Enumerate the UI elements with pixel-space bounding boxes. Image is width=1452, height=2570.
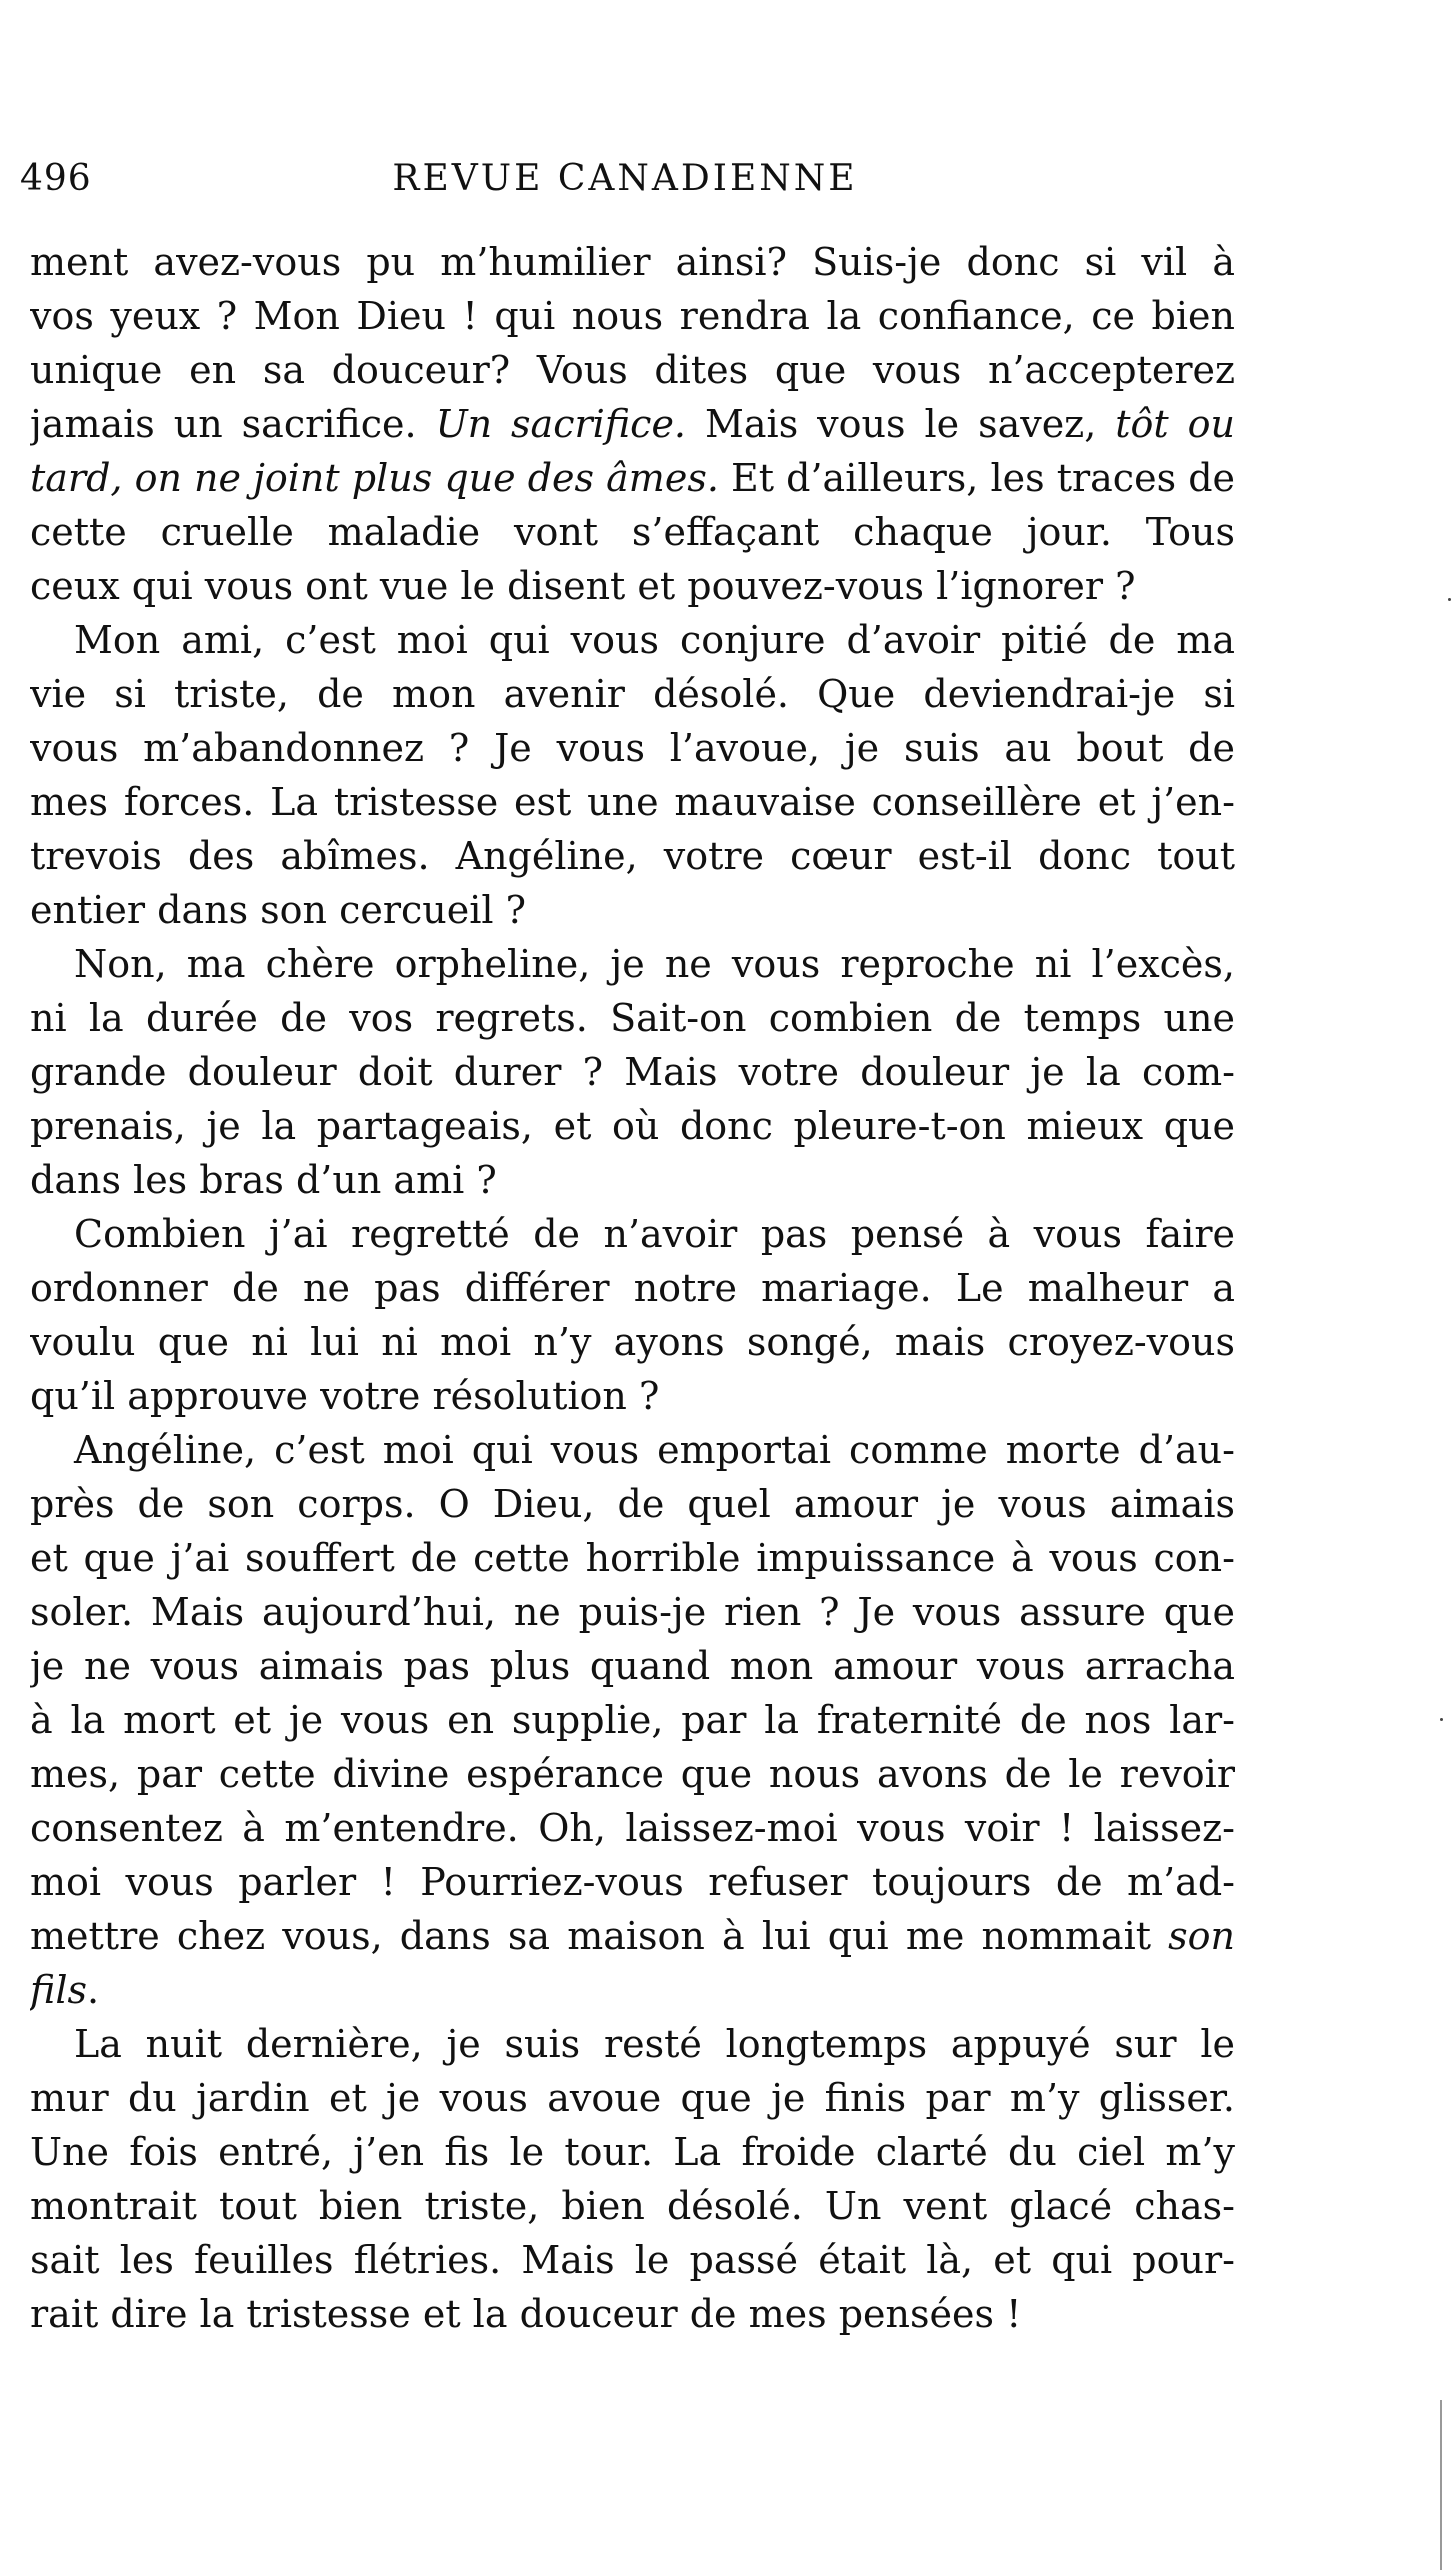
italic-run: fils <box>30 1968 87 2012</box>
text-line <box>30 1909 1235 1963</box>
text-line <box>30 1963 1235 2017</box>
text-line: Combien j’ai regretté de n’avoir pas pensé à vous faire <box>74 1212 1235 1256</box>
page-number: 496 <box>20 158 92 199</box>
text-line <box>30 451 1235 505</box>
text-line: grande douleur doit durer ? Mais votre douleur je la com- <box>30 1050 1235 1094</box>
text-line: vos yeux ? Mon Dieu ! qui nous rendra la confiance, ce bien <box>30 294 1235 338</box>
text-line <box>30 397 1235 451</box>
text-line: unique en sa douceur? Vous dites que vous n’accepterez <box>30 348 1235 392</box>
text-line: prenais, je la partageais, et où donc pleure-t-on mieux que <box>30 1104 1235 1148</box>
text-line: cette cruelle maladie vont s’effaçant chaque jour. Tous <box>30 510 1235 554</box>
text-line: Angéline, c’est moi qui vous emportai comme morte d’au- <box>74 1428 1235 1472</box>
text-line: consentez à m’entendre. Oh, laissez-moi vous voir ! laissez- <box>30 1806 1235 1850</box>
text-line: voulu que ni lui ni moi n’y ayons songé, mais croyez-vous <box>30 1320 1235 1364</box>
text-line: mes, par cette divine espérance que nous avons de le revoir <box>30 1752 1235 1796</box>
text-line: à la mort et je vous en supplie, par la fraternité de nos lar- <box>30 1698 1235 1742</box>
text-line: qu’il approuve votre résolution ? <box>30 1374 660 1418</box>
page-edge-shadow <box>1440 2400 1442 2570</box>
text-line: entier dans son cercueil ? <box>30 888 527 932</box>
text-run: . <box>87 1968 100 2012</box>
text-line: ordonner de ne pas différer notre mariage. Le malheur a <box>30 1266 1235 1310</box>
text-line: dans les bras d’un ami ? <box>30 1158 497 1202</box>
text-line: moi vous parler ! Pourriez-vous refuser toujours de m’ad- <box>30 1860 1235 1904</box>
text-run: mettre chez vous, dans sa maison à lui qui me nommait <box>30 1914 1169 1958</box>
text-line: Mon ami, c’est moi qui vous conjure d’avoir pitié de ma <box>74 618 1235 662</box>
text-line: sait les feuilles flétries. Mais le passé était là, et qui pour- <box>30 2238 1235 2282</box>
text-line: vie si triste, de mon avenir désolé. Que deviendrai-je si <box>30 672 1235 716</box>
journal-title: REVUE CANADIENNE <box>392 158 858 199</box>
body-text <box>30 235 1235 2341</box>
text-run: jamais un sacrifice. <box>30 402 436 446</box>
text-run: Et d’ailleurs, les traces de <box>718 456 1235 500</box>
text-line: Non, ma chère orpheline, je ne vous reproche ni l’excès, <box>74 942 1235 986</box>
text-line: rait dire la tristesse et la douceur de mes pensées ! <box>30 2292 1022 2336</box>
text-line: et que j’ai souffert de cette horrible impuissance à vous con- <box>30 1536 1235 1580</box>
text-line: mes forces. La tristesse est une mauvaise conseillère et j’en- <box>30 780 1235 824</box>
text-run: Mais vous le savez, <box>686 402 1116 446</box>
text-line: Une fois entré, j’en fis le tour. La froide clarté du ciel m’y <box>30 2130 1235 2174</box>
text-line: ceux qui vous ont vue le disent et pouvez-vous l’ignorer ? <box>30 564 1136 608</box>
text-line: ni la durée de vos regrets. Sait-on combien de temps une <box>30 996 1235 1040</box>
print-speck <box>1448 598 1451 601</box>
text-line: vous m’abandonnez ? Je vous l’avoue, je suis au bout de <box>30 726 1235 770</box>
text-line: je ne vous aimais pas plus quand mon amour vous arracha <box>30 1644 1235 1688</box>
text-line: ment avez-vous pu m’humilier ainsi? Suis-je donc si vil à <box>30 240 1235 284</box>
italic-run: son <box>1168 1914 1235 1958</box>
italic-run: tard, on ne joint plus que des âmes. <box>30 456 719 500</box>
running-head <box>20 158 1230 208</box>
text-line: soler. Mais aujourd’hui, ne puis-je rien ? Je vous assure que <box>30 1590 1235 1634</box>
text-line: mur du jardin et je vous avoue que je finis par m’y glisser. <box>30 2076 1235 2120</box>
print-speck <box>1440 1718 1443 1721</box>
text-line: près de son corps. O Dieu, de quel amour je vous aimais <box>30 1482 1235 1526</box>
text-line: trevois des abîmes. Angéline, votre cœur est-il donc tout <box>30 834 1235 878</box>
italic-run: Un sacrifice. <box>435 402 687 446</box>
text-line: La nuit dernière, je suis resté longtemps appuyé sur le <box>74 2022 1235 2066</box>
text-line: montrait tout bien triste, bien désolé. Un vent glacé chas- <box>30 2184 1235 2228</box>
italic-run: tôt ou <box>1115 402 1235 446</box>
